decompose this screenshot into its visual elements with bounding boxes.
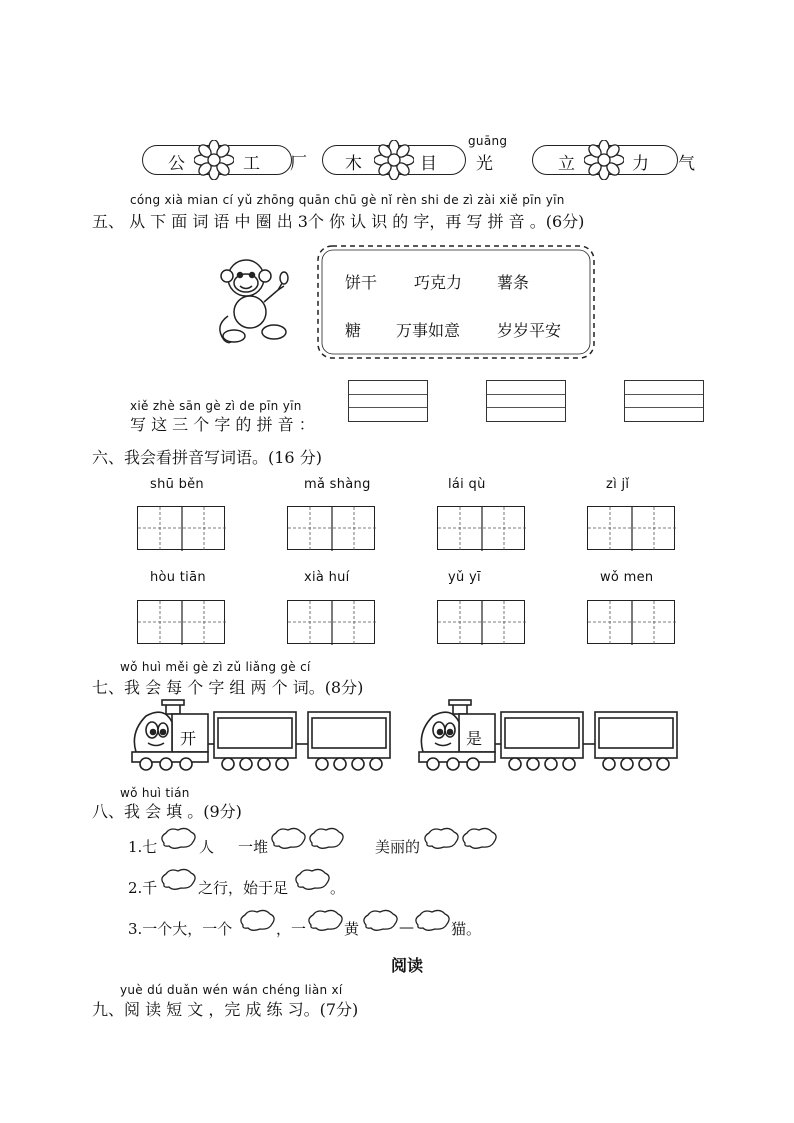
word-box [312,240,600,364]
q5-word: 饼干 [345,273,378,292]
q5-word: 糖 [345,321,362,340]
writing-grid[interactable] [437,600,525,644]
cloud-blank[interactable] [158,827,198,851]
flower-icon [194,140,234,180]
cloud-blank[interactable] [237,909,277,933]
train1-char: 开 [180,729,197,748]
q5-word: 薯条 [497,273,530,292]
cloud-blank[interactable] [306,827,346,851]
q5-word: 岁岁平安 [497,321,562,340]
q8-line2-c: 。 [330,879,346,897]
q8-line3-d: — [399,918,414,936]
pinyin-answer-box[interactable] [624,380,704,422]
q5-write-pinyin: xiě zhè sān gè zì de pīn yīn [130,399,302,413]
q5-title: 五、 从 下 面 词 语 中 圈 出 3个 你 认 识 的 字，再 写 拼 音 。(6分) [92,212,585,231]
pill2-outside-pinyin: guāng [468,134,508,148]
cloud-blank[interactable] [158,868,198,892]
q6-pinyin: zì jǐ [606,477,630,492]
q8-pinyin: wǒ huì tián [120,786,190,800]
q7-title: 七、我 会 每 个 字 组 两 个 词。(8分) [92,678,364,697]
pill3-outside-char: 气 [678,154,695,174]
q8-line1-c: 一堆 [238,838,269,856]
writing-grid[interactable] [137,600,225,644]
writing-grid[interactable] [287,600,375,644]
writing-grid[interactable] [587,600,675,644]
q8-line3-e: 猫。 [451,920,482,938]
q8-line1-a: 1.七 [128,838,158,856]
pill2-left-char: 木 [345,154,362,174]
q7-pinyin: wǒ huì měi gè zì zǔ liǎng gè cí [120,660,311,674]
pill2-right-char: 目 [420,154,437,174]
cloud-blank[interactable] [421,827,461,851]
q8-line1-b: 人 [199,838,215,856]
pill1-outside-char: 厂 [290,154,307,174]
q6-pinyin: lái qù [448,477,486,492]
pill1-left-char: 公 [168,154,185,174]
writing-grid[interactable] [437,506,525,550]
writing-grid[interactable] [137,506,225,550]
cloud-blank[interactable] [360,909,400,933]
q9-title: 九、阅 读 短 文 ，完 成 练 习。(7分) [92,1000,359,1019]
q5-word: 巧克力 [414,273,463,292]
flower-icon [374,140,414,180]
pinyin-answer-box[interactable] [486,380,566,422]
pinyin-answer-box[interactable] [348,380,428,422]
pill3-left-char: 立 [558,154,575,174]
cloud-blank[interactable] [305,909,345,933]
q6-pinyin: mǎ shàng [304,477,371,492]
cloud-blank[interactable] [292,868,332,892]
q6-pinyin: wǒ men [600,570,654,585]
pill2-outside-char: 光 [476,154,493,174]
writing-grid[interactable] [287,506,375,550]
reading-heading: 阅读 [391,956,424,975]
q6-pinyin: hòu tiān [150,570,206,585]
q6-title: 六、我会看拼音写词语。(16 分) [92,448,322,467]
pill1-right-char: 工 [243,154,260,174]
monkey-icon [216,256,300,346]
q8-line3-a: 3.一个大，一个 [128,920,233,938]
q5-word: 万事如意 [396,321,461,340]
q8-line2-b: 之行，始于足 [198,879,289,897]
q6-pinyin: yǔ yī [448,570,481,585]
q6-pinyin: shū běn [150,477,204,492]
cloud-blank[interactable] [268,827,308,851]
q8-title: 八、我 会 填 。(9分) [92,802,242,821]
q8-line3-b: ，一 [276,920,307,938]
train-illustration [417,698,681,774]
q5-write-label: 写 这 三 个 字 的 拼 音 ： [130,415,315,434]
cloud-blank[interactable] [459,827,499,851]
train-illustration [130,698,394,774]
cloud-blank[interactable] [412,909,452,933]
train2-char: 是 [466,729,483,748]
writing-grid[interactable] [587,506,675,550]
q9-pinyin: yuè dú duǎn wén wán chéng liàn xí [120,983,343,997]
q5-pinyin: cóng xià mian cí yǔ zhōng quān chū gè nǐ rèn shi de zì zài xiě pīn yīn [130,193,565,207]
flower-icon [584,140,624,180]
pill3-right-char: 力 [632,154,649,174]
q8-line1-d: 美丽的 [375,838,421,856]
q8-line2-a: 2.千 [128,879,158,897]
q6-pinyin: xià huí [304,570,350,585]
q8-line3-c: 黄 [344,920,360,938]
